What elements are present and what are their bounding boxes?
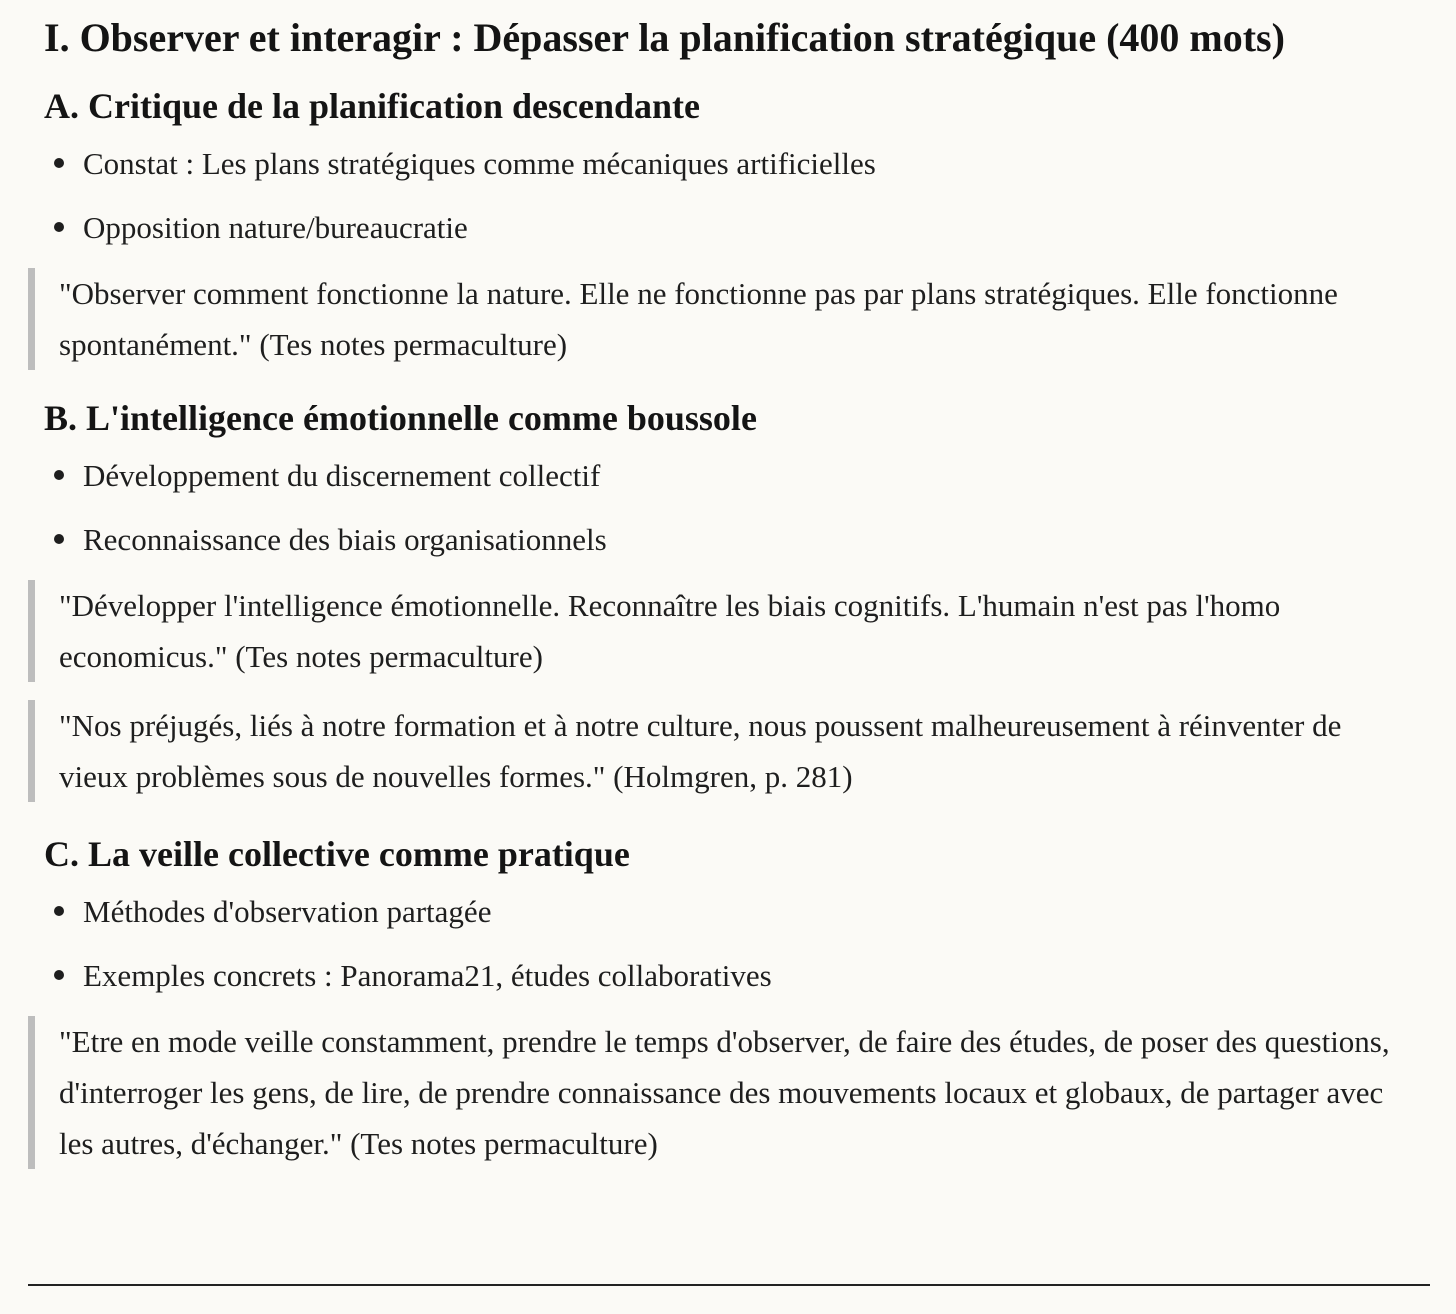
list-item (44, 208, 1430, 248)
bullet-icon (54, 906, 64, 916)
blockquote: "Etre en mode veille constamment, prendre le temps d'observer, de faire des études, de poser des questions, d'interroger les gens, de lire, de prendre connaissance des mouvements locaux et globaux, de partager avec les autres, d'échanger." (Tes notes permaculture) (28, 1016, 1399, 1169)
bullet-icon (54, 470, 64, 480)
list-item (44, 956, 1430, 996)
section-heading-b: B. L'intelligence émotionnelle comme boussole (44, 398, 757, 438)
list-item-text: Constat : Les plans stratégiques comme mécaniques artificielles (83, 146, 876, 181)
list-item (44, 892, 1430, 932)
section-heading-c: C. La veille collective comme pratique (44, 834, 630, 874)
list-item (44, 520, 1430, 560)
section-heading-a: A. Critique de la planification descendante (44, 86, 701, 126)
blockquote: "Développer l'intelligence émotionnelle. Reconnaître les biais cognitifs. L'humain n'est pas l'homo economicus." (Tes notes permaculture) (28, 580, 1399, 682)
list-item-text: Développement du discernement collectif (83, 458, 601, 493)
list-item-text: Méthodes d'observation partagée (83, 894, 492, 929)
blockquote: "Observer comment fonctionne la nature. Elle ne fonctionne pas par plans stratégiques. Elle fonctionne spontanément." (Tes notes permaculture) (28, 268, 1399, 370)
bullet-icon (54, 970, 64, 980)
horizontal-divider (28, 1284, 1430, 1286)
document-body (44, 0, 1430, 1169)
list-item-text: Opposition nature/bureaucratie (83, 210, 468, 245)
bullet-icon (54, 222, 64, 232)
list-item (44, 456, 1430, 496)
list-item-text: Exemples concrets : Panorama21, études collaboratives (83, 958, 772, 993)
list-item (44, 144, 1430, 184)
blockquote: "Nos préjugés, liés à notre formation et à notre culture, nous poussent malheureusement à réinventer de vieux problèmes sous de nouvelles formes." (Holmgren, p. 281) (28, 700, 1399, 802)
bullet-icon (54, 534, 64, 544)
page-title: I. Observer et interagir : Dépasser la planification stratégique (400 mots) (44, 15, 1285, 60)
bullet-list-a (44, 144, 1430, 248)
bullet-list-c (44, 892, 1430, 996)
bullet-icon (54, 158, 64, 168)
list-item-text: Reconnaissance des biais organisationnels (83, 522, 607, 557)
bullet-list-b (44, 456, 1430, 560)
